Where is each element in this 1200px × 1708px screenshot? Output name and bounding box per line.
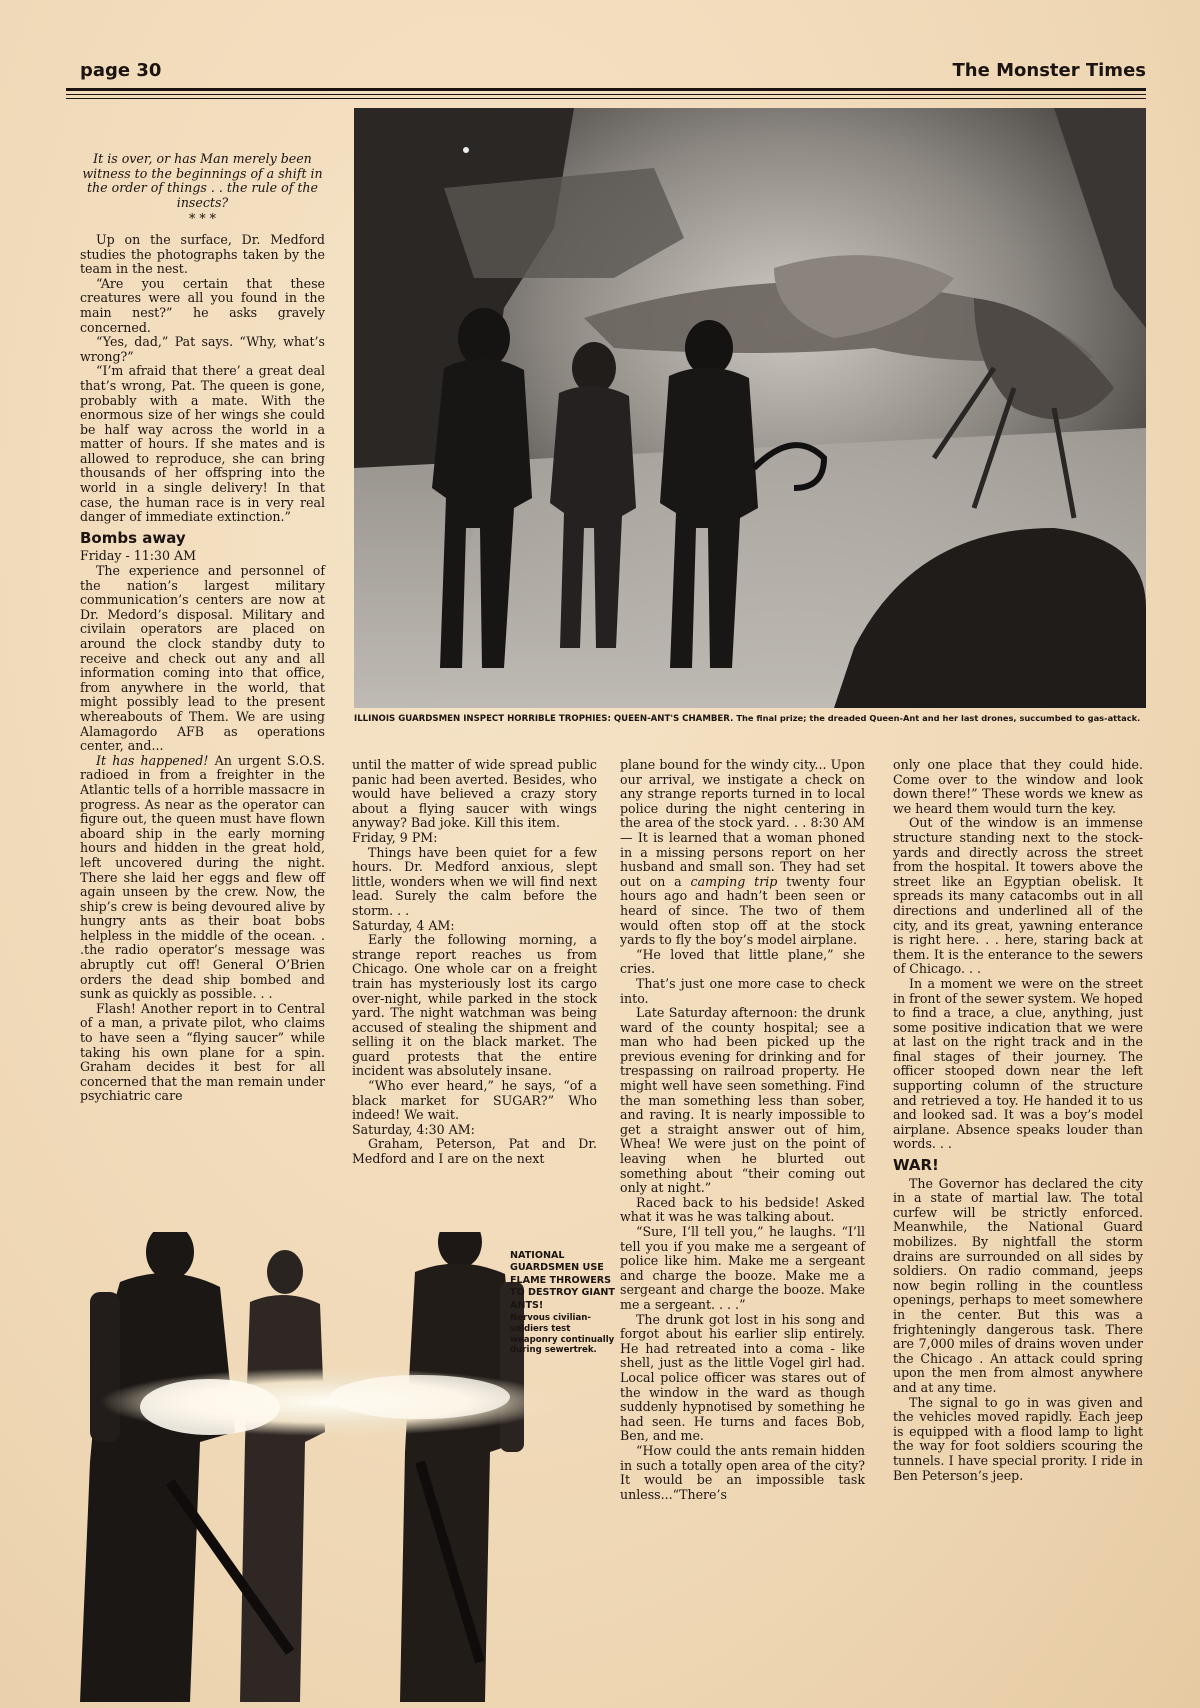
dateline: Friday, 9 PM: [352, 829, 438, 845]
paragraph: That’s just one more case to check into. [620, 975, 865, 1006]
photo-caption-lead: ILLINOIS GUARDSMEN INSPECT HORRIBLE TROPHIES: QUEEN-ANT'S CHAMBER. [354, 714, 734, 724]
paragraph: Raced back to his bedside! Asked what it was he was talking about. [620, 1194, 865, 1225]
paragraph: “Who ever heard,” he says, “of a black market for SUGAR?” Who indeed! We wait. [352, 1078, 597, 1123]
paragraph: Early the following morning, a strange report reaches us from Chicago. One whole car on a freight train has mysteriously lost its cargo over-night, while parked in the stock yard. The night watchman was being accused of stealing the shipment and selling it on the black market. The guard protests that the entire incident was absolutely insane. [352, 932, 597, 1079]
header-rule [66, 98, 1146, 99]
paragraph [80, 754, 325, 1002]
paragraph: The signal to go in was given and the vehicles moved rapidly. Each jeep is equipped with a flood lamp to light the way for foot soldiers scouring the tunnels. I have special prority. I ride in Ben Peterson’s jeep. [893, 1394, 1143, 1483]
paragraph: Late Saturday afternoon: the drunk ward of the county hospital; see a man who had been picked up the previous evening for drinking and for trespassing on railroad property. He might well have seen something. Find the man something less than sober, and raving. It is nearly impossible to get a straight answer out of him, Whea! We were just on the point of leaving when he blurted out something about “their coming out only at night.” [620, 1005, 865, 1196]
photo-caption-text: The final prize; the dreaded Queen-Ant and her last drones, succumbed to gas-attack. [736, 713, 1141, 723]
header-rule [66, 88, 1146, 91]
section-heading-bombs-away: Bombs away [80, 528, 186, 547]
section-heading-war: WAR! [893, 1156, 939, 1175]
header-rule [66, 94, 1146, 95]
paragraph: until the matter of wide spread public panic had been averted. Besides, who would have believed a crazy story about a flying saucer with wings anyway? Bad joke. Kill this item. [352, 757, 597, 831]
dateline: Saturday, 4 AM: [352, 917, 455, 933]
flame-thrower-caption-lead: NATIONAL GUARDSMEN USE FLAME THROWERS TO DESTROY GIANT ANTS! [510, 1250, 615, 1311]
paragraph: The Governor has declared the city in a state of martial law. The total curfew will be strictly enforced. Meanwhile, the National Guard mobilizes. By nightfall the storm drains are surrounded on all sides by soldiers. On radio command, jeeps now begin rolling in the countless openings, perhaps to meet somewhere in the center. But this was a frighteningly dangerous task. There are 7,000 miles of drains woven under the Chicago . An attack could spring upon the men from almost anywhere and at any time. [893, 1175, 1143, 1395]
publication-title: The Monster Times [952, 60, 1146, 81]
paragraph: “How could the ants remain hidden in such a totally open area of the city? It would be an impossible task unless...“There’s [620, 1442, 865, 1502]
paragraph: Out of the window is an immense structure standing next to the stock-yards and directly across the street from the hospital. It towers above the street like an Egyptian obelisk. It spreads its many catacombs out in all directions and underlined all of the city, and its great, yawning enterance is right here. . . here, staring back at them. It is the enterance to the sewers of Chicago. . . [893, 815, 1143, 977]
separator-stars: * * * [189, 211, 216, 227]
paragraph: “Sure, I’ll tell you,” he laughs. “I’ll tell you if you make me a sergeant of police like him. Make me a sergeant and charge the booze. Make me a sergeant and charge the booze. Make me a sergeant. . . .” [620, 1224, 865, 1312]
page-number: page 30 [80, 60, 162, 81]
paragraph: “Yes, dad,” Pat says. “Why, what’s wrong?” [80, 334, 325, 364]
article-column-4 [893, 758, 1143, 1483]
paragraph: “He loved that little plane,” she cries. [620, 946, 865, 977]
paragraph: Graham, Peterson, Pat and Dr. Medford and I are on the next [352, 1136, 597, 1167]
photo-caption [354, 713, 1146, 725]
dateline: Friday - 11:30 AM [80, 548, 197, 564]
flame-thrower-caption-text: Nervous civilian-soldiers test weaponry continually during sewertrek. [510, 1313, 615, 1356]
paragraph: Things have been quiet for a few hours. Dr. Medford anxious, slept little, wonders when we will find next lead. Surely the calm before the storm. . . [352, 844, 597, 918]
article-column-2 [352, 758, 597, 1167]
intro-text: It is over, or has Man merely been witness to the beginnings of a shift in the order of things . . the rule of the insects? [82, 151, 323, 210]
paragraph: only one place that they could hide. Come over to the window and look down there!” These words we knew as we heard them would turn the key. [893, 757, 1143, 816]
queen-ant-chamber-photo [354, 108, 1146, 708]
article-column-1 [80, 152, 325, 1104]
paragraph: “I’m afraid that there’ a great deal that’s wrong, Pat. The queen is gone, probably with a mate. With the enormous size of her wings she could be half way across the world in a matter of hours. If she mates and is allowed to reproduce, she can bring thousands of her offspring into the world in a single delivery! In that case, the human race is in very real danger of immediate extinction.” [80, 363, 325, 525]
article-column-3 [620, 758, 865, 1502]
paragraph: In a moment we were on the street in front of the sewer system. We hoped to find a trace, a clue, anything, just some positive indication that we were at last on the right track and in the final stages of their journey. The officer stooped down near the left supporting column of the structure and retrieved a toy. He handed it to us and looked sad. It was a boy’s model airplane. Absence speaks louder than words. . . [893, 975, 1143, 1152]
paragraph: “Are you certain that these creatures were all you found in the main nest?” he asks gravely concerned. [80, 275, 325, 335]
emphasis-text: camping trip [690, 873, 778, 889]
emphasis-text: It has happened! [96, 752, 209, 768]
paragraph: Flash! Another report in to Central of a man, a private pilot, who claims to have seen a “flying saucer” while taking his own plane for a spin. Graham decides it best for all concerned that the man remain under psychiatric care [80, 1000, 325, 1104]
paragraph: The drunk got lost in his song and forgot about his earlier slip entirely. He had retreated into a coma - like shell, just as the little Vogel girl had. Local police officer was stares out of the window in the ward as though suddenly hypnotised by something he had seen. He turns and faces Bob, Ben, and me. [620, 1311, 865, 1444]
paragraph-text: plane bound for the windy city... Upon our arrival, we instigate a check on any strange reports turned in to local police during the night centering in the area of the stock yard. . . 8:30 AM — It is learned that a woman phoned in a missing persons report on her husband and small son. They had set out on a [620, 757, 865, 889]
paragraph [620, 758, 865, 948]
paragraph-text: An urgent S.O.S. radioed in from a freighter in the Atlantic tells of a horrible massacre in progress. As near as the operator can figure out, the queen must have flown aboard ship in the early morning hours and hidden in the great hold, left uncovered during the night. There she laid her eggs and flew off again unseen by the crew. Now, the ship’s crew is being devoured alive by hungry ants as their boat bobs helpless in the middle of the ocean. . .the radio operator’s message was abruptly cut off! General O’Brien orders the dead ship bombed and sunk as quickly as possible. . . [80, 752, 325, 1002]
flame-thrower-caption [510, 1250, 620, 1356]
paragraph: The experience and personnel of the nation’s largest military communication’s centers are now at Dr. Medord’s disposal. Military and civilain operators are placed on around the clock standby duty to receive and check out any and all information coming into that office, from anywhere in the world, that might possibly lead to the present whereabouts of Them. We are using Alamagordo AFB as operations center, and... [80, 563, 325, 754]
dateline: Saturday, 4:30 AM: [352, 1121, 475, 1137]
paragraph-text: twenty four hours ago and hadn’t been seen or heard of since. The two of them would often stop off at the stock yards to fly the boy’s model airplane. [620, 873, 865, 948]
paragraph: Up on the surface, Dr. Medford studies the photographs taken by the team in the nest. [80, 231, 325, 277]
